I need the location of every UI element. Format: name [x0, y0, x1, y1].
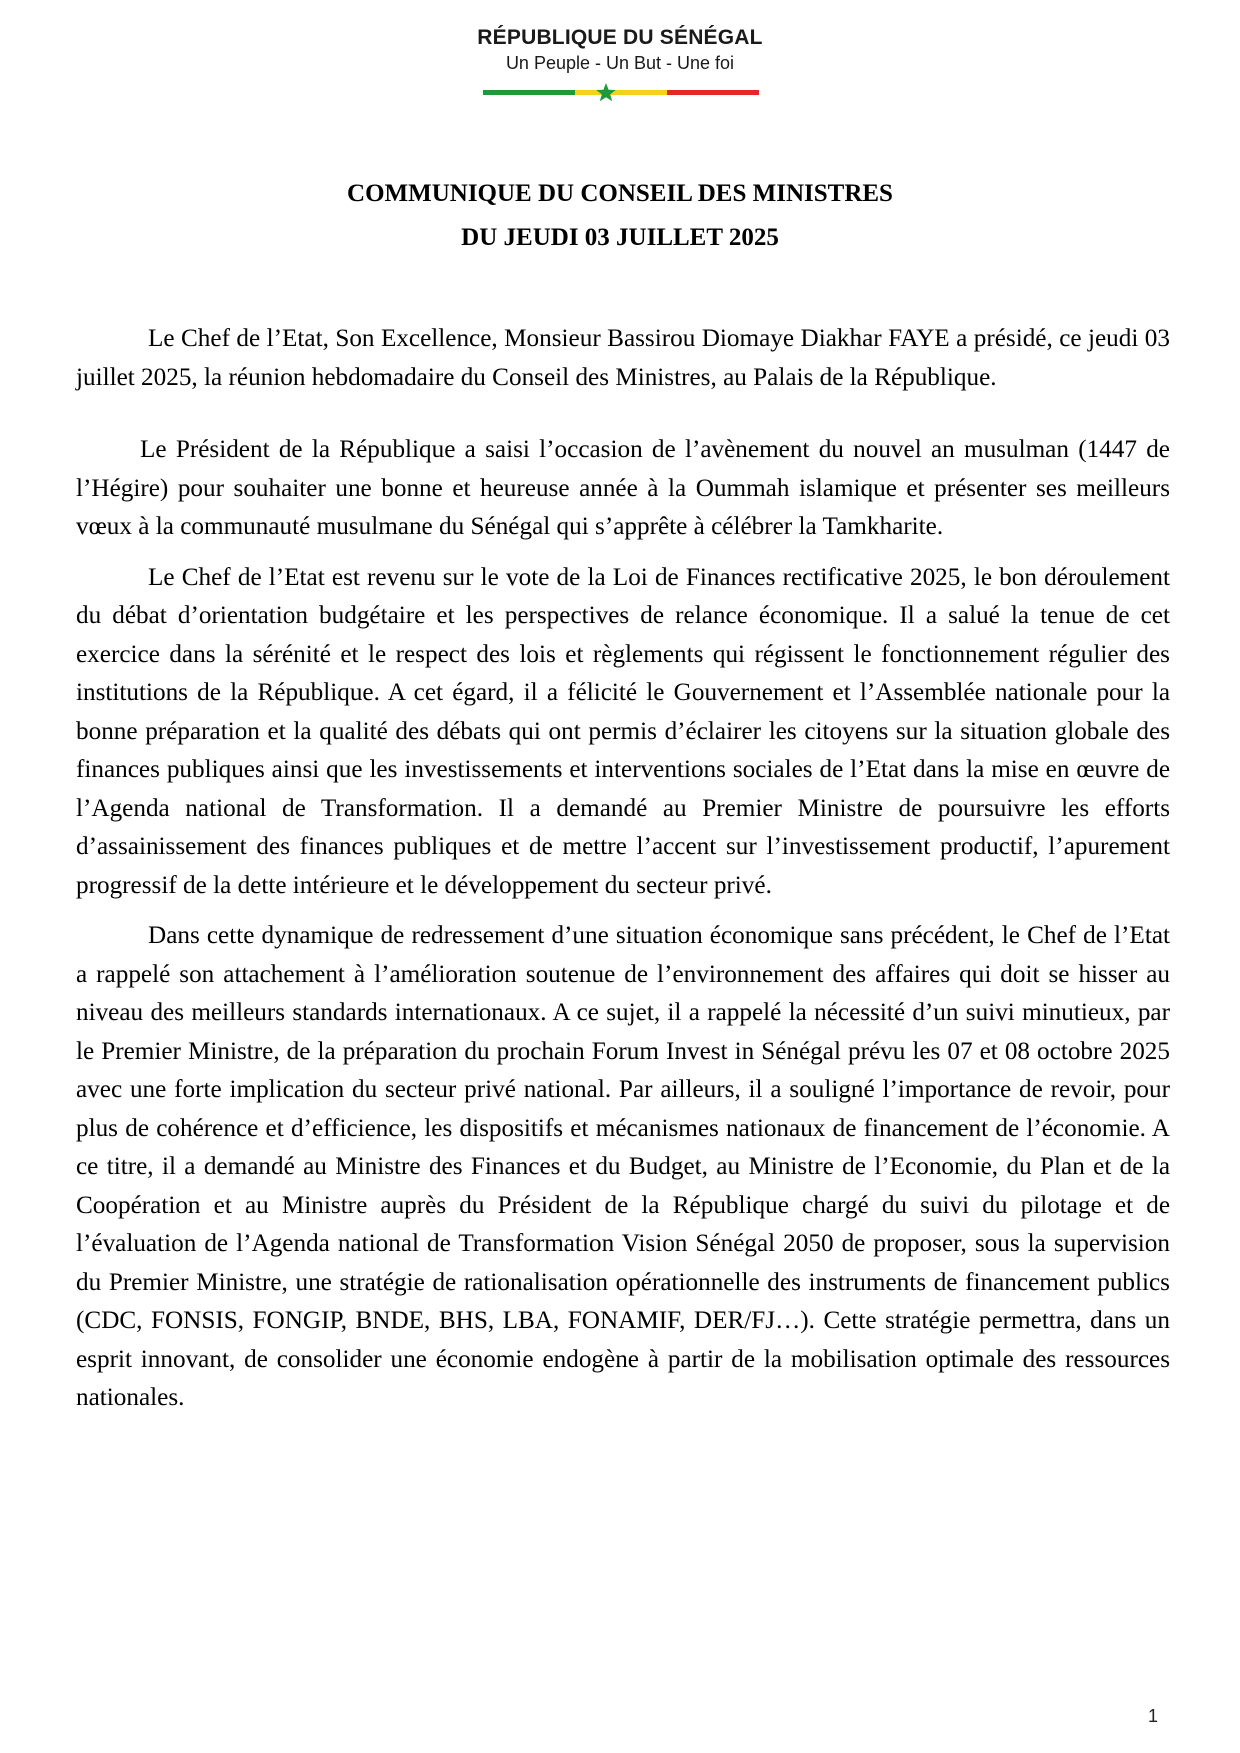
page-number: 1 — [1148, 1706, 1159, 1726]
paragraph: Le Chef de l’Etat, Son Excellence, Monsieur Bassirou Diomaye Diakhar FAYE a présidé, ce jeudi 03 juillet 2025, la réunion hebdomadaire du Conseil des Ministres, au Palais de la République. — [76, 325, 1170, 391]
document-body — [76, 320, 1170, 1418]
title-line-2: DU JEUDI 03 JUILLET 2025 — [461, 224, 779, 251]
flag-star-icon — [483, 82, 759, 102]
country-name: RÉPUBLIQUE DU SÉNÉGAL — [477, 26, 763, 49]
paragraph: Dans cette dynamique de redressement d’une situation économique sans précédent, le Chef de l’Etat a rappelé son attachement à l’amélioration soutenue de l’environnement des affaires qui doit se hisser au niveau des meilleurs standards internationaux. A ce sujet, il a rappelé la nécessité d’un suivi minutieux, par le Premier Ministre, de la préparation du prochain Forum Invest in Sénégal prévu les 07 et 08 octobre 2025 avec une forte implication du secteur privé national. Par ailleurs, il a souligné l’importance de revoir, pour plus de cohérence et d’efficience, les dispositifs et mécanismes nationaux de financement de l’économie. A ce titre, il a demandé au Ministre des Finances et du Budget, au Ministre de l’Economie, du Plan et de la Coopération et au Ministre auprès du Président de la République chargé du suivi du pilotage et de l’évaluation de l’Agenda national de Transformation Vision Sénégal 2050 de proposer, sous la supervision du Premier Ministre, une stratégie de rationalisation opérationnelle des instruments de financement publics (CDC, FONSIS, FONGIP, BNDE, BHS, LBA, FONAMIF, DER/FJ…). Cette stratégie permettra, dans un esprit innovant, de consolider une économie endogène à partir de la mobilisation optimale des ressources nationales. — [76, 922, 1170, 1411]
document-title — [0, 172, 1240, 260]
paragraph: Le Chef de l’Etat est revenu sur le vote de la Loi de Finances rectificative 2025, le bon déroulement du débat d’orientation budgétaire et les perspectives de relance économique. Il a salué la tenue de cet exercice dans la sérénité et le respect des lois et règlements qui régissent le fonctionnement régulier des institutions de la République. A cet égard, il a félicité le Gouvernement et l’Assemblée nationale pour la bonne préparation et la qualité des débats qui ont permis d’éclairer les citoyens sur la situation globale des finances publiques ainsi que les investissements et interventions sociales de l’Etat dans la mise en œuvre de l’Agenda national de Transformation. Il a demandé au Premier Ministre de poursuivre les efforts d’assainissement des finances publiques et de mettre l’accent sur l’investissement productif, l’apurement progressif de la dette intérieure et le développement du secteur privé. — [76, 563, 1170, 899]
document-header — [0, 26, 1240, 74]
title-line-1: COMMUNIQUE DU CONSEIL DES MINISTRES — [347, 180, 893, 207]
national-motto: Un Peuple - Un But - Une foi — [505, 53, 735, 73]
paragraph: Le Président de la République a saisi l’occasion de l’avènement du nouvel an musulman (1447 de l’Hégire) pour souhaiter une bonne et heureuse année à la Oummah islamique et présenter ses meilleurs vœux à la communauté musulmane du Sénégal qui s’apprête à célébrer la Tamkharite. — [76, 436, 1170, 540]
